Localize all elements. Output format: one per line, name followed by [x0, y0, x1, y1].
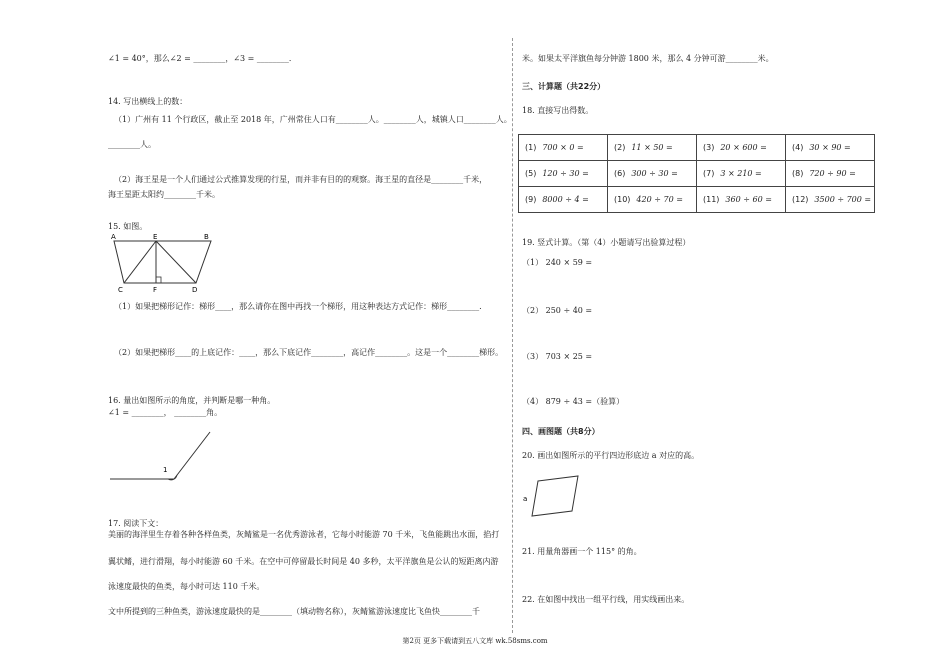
- column-divider: [512, 38, 513, 633]
- q17-line3: 泳速度最快的鱼类，每小时可达 110 千米。: [108, 582, 265, 591]
- label-a: a: [523, 495, 528, 503]
- calc-cell: (5) 120 ÷ 30 =: [519, 161, 608, 187]
- label-E: E: [153, 233, 158, 241]
- calc-cell: (9) 8000 ÷ 4 =: [519, 187, 608, 213]
- label-B: B: [204, 233, 209, 241]
- calc-cell: (4) 30 × 90 =: [786, 135, 875, 161]
- calc-cell: (8) 720 ÷ 90 =: [786, 161, 875, 187]
- calc-cell: (12) 3500 ÷ 700 =: [786, 187, 875, 213]
- calc-cell: (11) 360 ÷ 60 =: [697, 187, 786, 213]
- label-D: D: [192, 286, 198, 293]
- q18-title: 18. 直接写出得数。: [522, 106, 594, 115]
- q15-part1: （1）如果把梯形记作：梯形____，那么请你在图中再找一个梯形，用这种表达方式记作：梯形________.: [114, 302, 482, 311]
- label-A: A: [111, 233, 116, 241]
- calc-cell: (10) 420 ÷ 70 =: [608, 187, 697, 213]
- parallelogram-figure: [520, 473, 590, 521]
- calc-table: [518, 134, 875, 213]
- q14-title: 14. 写出横线上的数：: [108, 97, 188, 106]
- q16-title: 16. 量出如图所示的角度，并判断是哪一种角。: [108, 396, 276, 405]
- q14-part2: （2）海王星是一个人们通过公式推算发现的行星，而并非有目的的观察。海王星的直径是________千米，: [114, 175, 488, 184]
- q19-title: 19. 竖式计算。（第（4）小题请写出验算过程）: [522, 238, 691, 247]
- q16-answer: ∠1 = ________， ________角。: [108, 408, 223, 417]
- q21-title: 21. 用量角器画一个 115° 的角。: [522, 547, 642, 556]
- trapezoid-figure: [108, 231, 218, 293]
- page-footer: 第2页 更多下载请到五八文库 wk.58sms.com: [402, 637, 548, 645]
- q19-2: （2） 250 ÷ 40 =: [522, 306, 593, 315]
- section-4-heading: 四、画图题（共8分）: [522, 427, 600, 436]
- q19-3: （3） 703 × 25 =: [522, 352, 593, 361]
- q19-4: （4） 879 ÷ 43 =（验算）: [522, 397, 625, 406]
- q17-continuation: 米。如果太平洋旗鱼每分钟游 1800 米，那么 4 分钟可游________米。: [522, 54, 774, 63]
- angle-figure: [108, 428, 218, 483]
- label-F: F: [153, 286, 158, 293]
- calc-cell: (1) 700 × 0 =: [519, 135, 608, 161]
- q19-1: （1） 240 × 59 =: [522, 258, 593, 267]
- q15-title: 15. 如图。: [108, 222, 148, 231]
- calc-cell: (6) 300 ÷ 30 =: [608, 161, 697, 187]
- calc-cell: (7) 3 × 210 =: [697, 161, 786, 187]
- q17-line4: 文中所提到的三种鱼类，游泳速度最快的是________（填动物名称），灰鲭鲨游泳速度比飞鱼快________千: [108, 607, 480, 616]
- label-C: C: [118, 286, 123, 293]
- angle-line: ∠1 = 40°，那么∠2 = ________，∠3 = ________．: [108, 54, 297, 63]
- q20-title: 20. 画出如图所示的平行四边形底边 a 对应的高。: [522, 451, 700, 460]
- calc-cell: (2) 11 × 50 =: [608, 135, 697, 161]
- angle-label: 1: [163, 466, 168, 474]
- q17-line1: 美丽的海洋里生存着各种各样鱼类，灰鲭鲨是一名优秀游泳者，它每小时能游 70 千米，飞鱼能跳出水面，掐打: [108, 530, 500, 539]
- section-3-heading: 三、计算题（共22分）: [522, 82, 606, 91]
- calc-cell: (3) 20 × 600 =: [697, 135, 786, 161]
- q17-title: 17. 阅读下文：: [108, 519, 164, 528]
- q17-line2: 翼状鳍，进行滑翔，每小时能游 60 千米。在空中可停留最长时间是 40 多秒，太平洋旗鱼是公认的短距离内游: [108, 557, 499, 566]
- q22-title: 22. 在如图中找出一组平行线，用实线画出来。: [522, 595, 690, 604]
- q14-part1: （1）广州有 11 个行政区，截止至 2018 年，广州常住人口有________人。________人，城镇人口________人。: [114, 115, 512, 124]
- q14-part2-cont: 海王星距太阳约________千米。: [108, 190, 220, 199]
- q14-part1-cont: ________人。: [108, 140, 156, 149]
- q15-part2: （2）如果把梯形____的上底记作：____，那么下底记作________，高记作________。这是一个________梯形。: [114, 348, 504, 357]
